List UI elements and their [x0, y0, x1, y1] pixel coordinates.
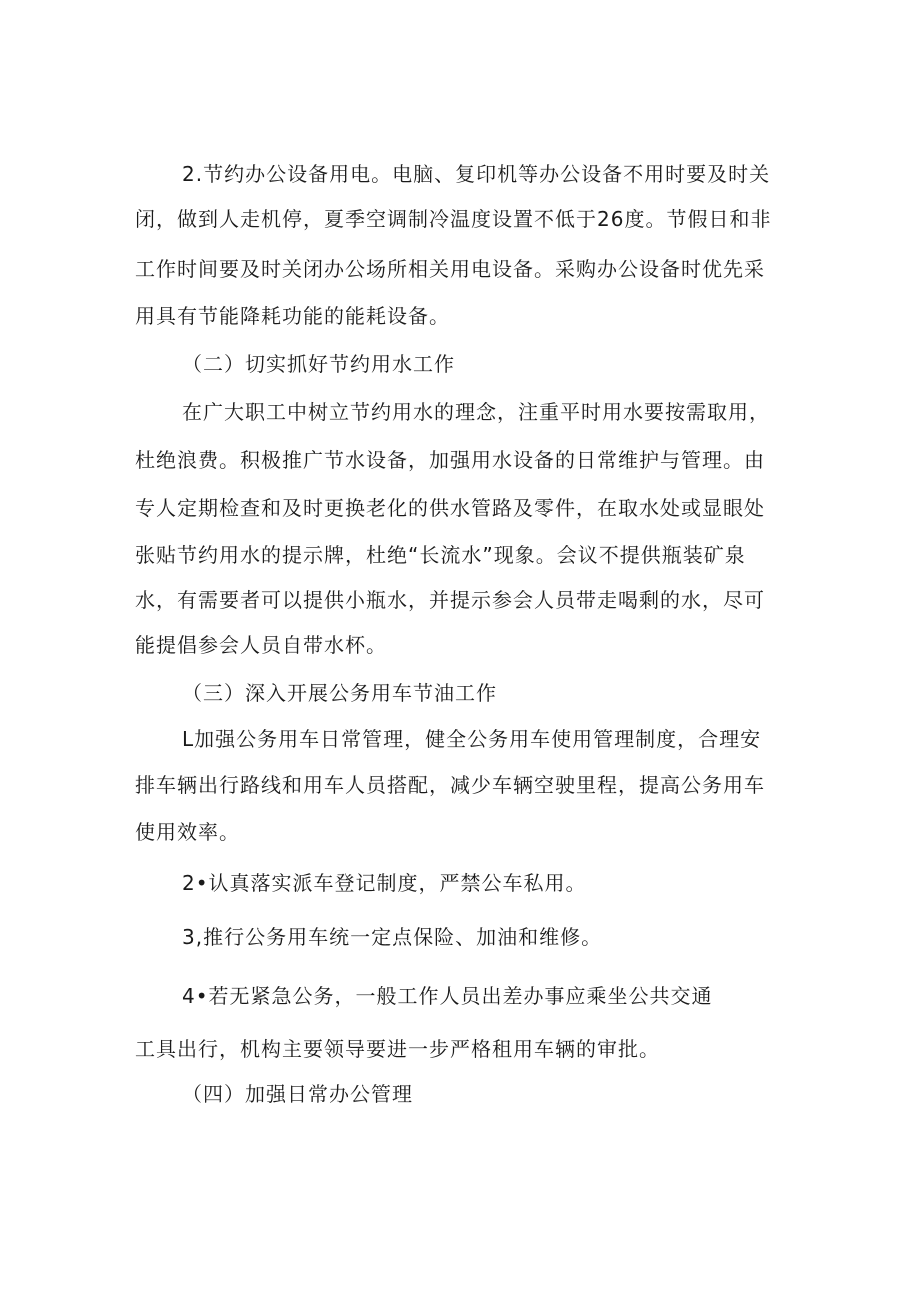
text-line: 工作时间要及时关闭办公场所相关用电设备。采购办公设备时优先采: [135, 257, 765, 281]
section-heading: （三）深入开展公务用车节油工作: [182, 681, 497, 705]
text-line: L加强公务用车日常管理，健全公务用车使用管理制度，合理安: [182, 727, 762, 751]
section-heading: （二）切实抓好节约用水工作: [182, 352, 455, 376]
text-line: 工具出行，机构主要领导要进一步严格租用车辆的审批。: [135, 1037, 660, 1061]
text-line: 专人定期检查和及时更换老化的供水管路及零件，在取水处或显眼处: [135, 496, 765, 520]
section-heading: （四）加强日常办公管理: [182, 1082, 413, 1106]
text-line: 闭，做到人走机停，夏季空调制冷温度设置不低于26度。节假日和非: [135, 207, 772, 231]
text-line: 2•认真落实派车登记制度，严禁公车私用。: [182, 871, 587, 895]
text-line: 4•若无紧急公务，一般工作人员出差办事应乘坐公共交通: [182, 984, 713, 1008]
text-line: 杜绝浪费。积极推广节水设备，加强用水设备的日常维护与管理。由: [135, 448, 765, 472]
text-line: 排车辆出行路线和用车人员搭配，减少车辆空驶里程，提高公务用车: [135, 773, 765, 797]
text-line: 水，有需要者可以提供小瓶水，并提示参会人员带走喝剩的水，尽可: [135, 588, 765, 612]
text-line: 用具有节能降耗功能的能耗设备。: [135, 304, 450, 328]
text-line: 能提倡参会人员自带水杯。: [135, 633, 387, 657]
text-line: 使用效率。: [135, 820, 240, 844]
text-line: 在广大职工中树立节约用水的理念，注重平时用水要按需取用，: [182, 400, 770, 424]
text-line: 2.节约办公设备用电。电脑、复印机等办公设备不用时要及时关: [182, 162, 771, 186]
text-line: 张贴节约用水的提示牌，杜绝“长流水”现象。会议不提供瓶装矿泉: [135, 543, 746, 567]
text-line: 3,推行公务用车统一定点保险、加油和维修。: [182, 925, 603, 949]
